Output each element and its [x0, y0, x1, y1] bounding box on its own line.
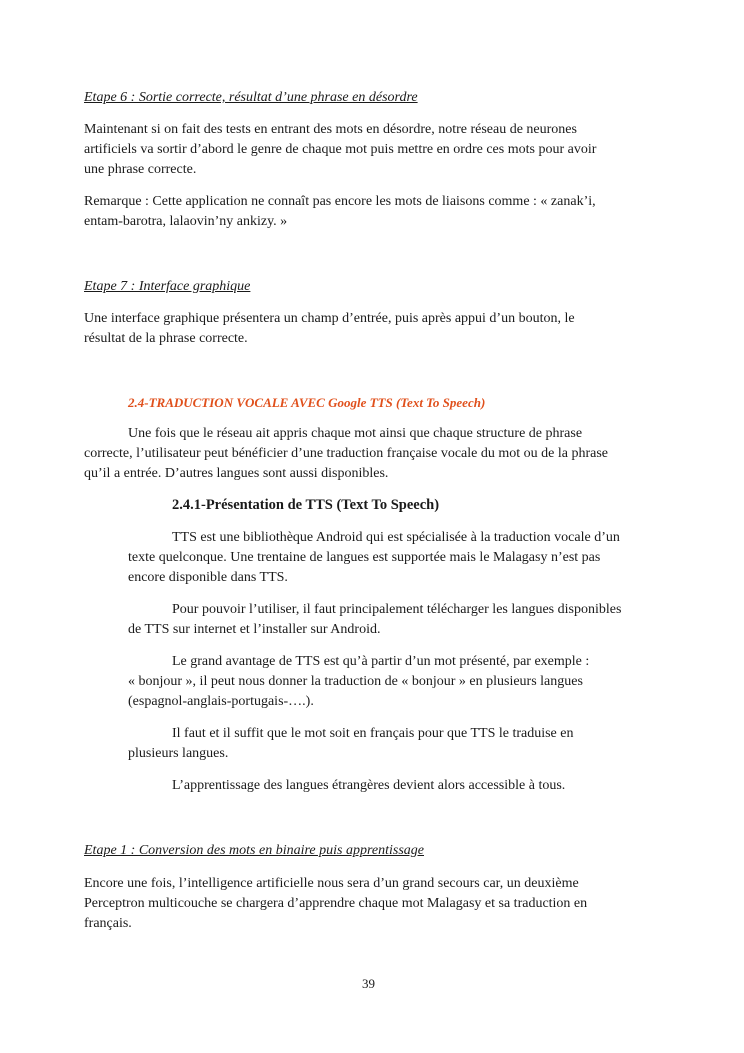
text-line: entam-barotra, lalaovin’ny ankizy. »: [84, 214, 288, 229]
text-line: qu’il a entrée. D’autres langues sont aussi disponibles.: [84, 466, 389, 481]
text-line: correcte, l’utilisateur peut bénéficier d’une traduction française vocale du mot ou de la phrase: [84, 446, 608, 461]
section-2-4-intro: [84, 424, 608, 484]
step6-heading: Etape 6 : Sortie correcte, résultat d’une phrase en désordre: [84, 90, 418, 105]
step1-paragraph: [84, 874, 587, 934]
text-line: Une interface graphique présentera un champ d’entrée, puis après appui d’un bouton, le: [84, 311, 575, 326]
step7-paragraph: [84, 309, 575, 349]
step6-remark: [84, 192, 596, 232]
section-2-4-heading: 2.4-TRADUCTION VOCALE AVEC Google TTS (Text To Speech): [128, 395, 486, 410]
text-line: texte quelconque. Une trentaine de langues est supportée mais le Malagasy n’est pas: [128, 550, 601, 565]
text-line: une phrase correcte.: [84, 162, 197, 177]
text-line: Remarque : Cette application ne connaît pas encore les mots de liaisons comme : « zanak’i,: [84, 194, 596, 209]
text-line: L’apprentissage des langues étrangères devient alors accessible à tous.: [172, 778, 566, 793]
text-line: de TTS sur internet et l’installer sur Android.: [128, 622, 381, 637]
text-line: « bonjour », il peut nous donner la traduction de « bonjour » en plusieurs langues: [128, 674, 583, 689]
text-line: français.: [84, 916, 132, 931]
text-line: Le grand avantage de TTS est qu’à partir d’un mot présenté, par exemple :: [172, 654, 590, 669]
text-line: Maintenant si on fait des tests en entrant des mots en désordre, notre réseau de neurones: [84, 122, 577, 137]
text-line: Une fois que le réseau ait appris chaque mot ainsi que chaque structure de phrase: [128, 426, 583, 441]
text-line: encore disponible dans TTS.: [128, 570, 288, 585]
text-line: plusieurs langues.: [128, 746, 229, 761]
subsection-2-4-1-heading: 2.4.1-Présentation de TTS (Text To Speech): [172, 497, 440, 513]
text-line: Perceptron multicouche se chargera d’apprendre chaque mot Malagasy et sa traduction en: [84, 896, 588, 911]
step1-heading: Etape 1 : Conversion des mots en binaire puis apprentissage: [84, 843, 424, 858]
tts-paragraph-1: [128, 528, 620, 588]
text-line: résultat de la phrase correcte.: [84, 331, 248, 346]
page-number: 39: [362, 976, 375, 991]
tts-paragraph-2: [128, 600, 621, 640]
tts-paragraph-4: [128, 724, 574, 764]
text-line: Il faut et il suffit que le mot soit en français pour que TTS le traduise en: [172, 726, 574, 741]
text-line: (espagnol-anglais-portugais-….).: [128, 694, 314, 709]
text-line: TTS est une bibliothèque Android qui est spécialisée à la traduction vocale d’un: [172, 530, 620, 545]
tts-paragraph-5: [128, 776, 565, 796]
text-line: Pour pouvoir l’utiliser, il faut principalement télécharger les langues disponibles: [172, 602, 622, 617]
step6-paragraph-1: [84, 120, 596, 180]
text-line: artificiels va sortir d’abord le genre de chaque mot puis mettre en ordre ces mots pour avoir: [84, 142, 597, 157]
step7-heading: Etape 7 : Interface graphique: [84, 279, 251, 294]
text-line: Encore une fois, l’intelligence artificielle nous sera d’un grand secours car, un deuxième: [84, 876, 579, 891]
tts-paragraph-3: [128, 652, 589, 712]
